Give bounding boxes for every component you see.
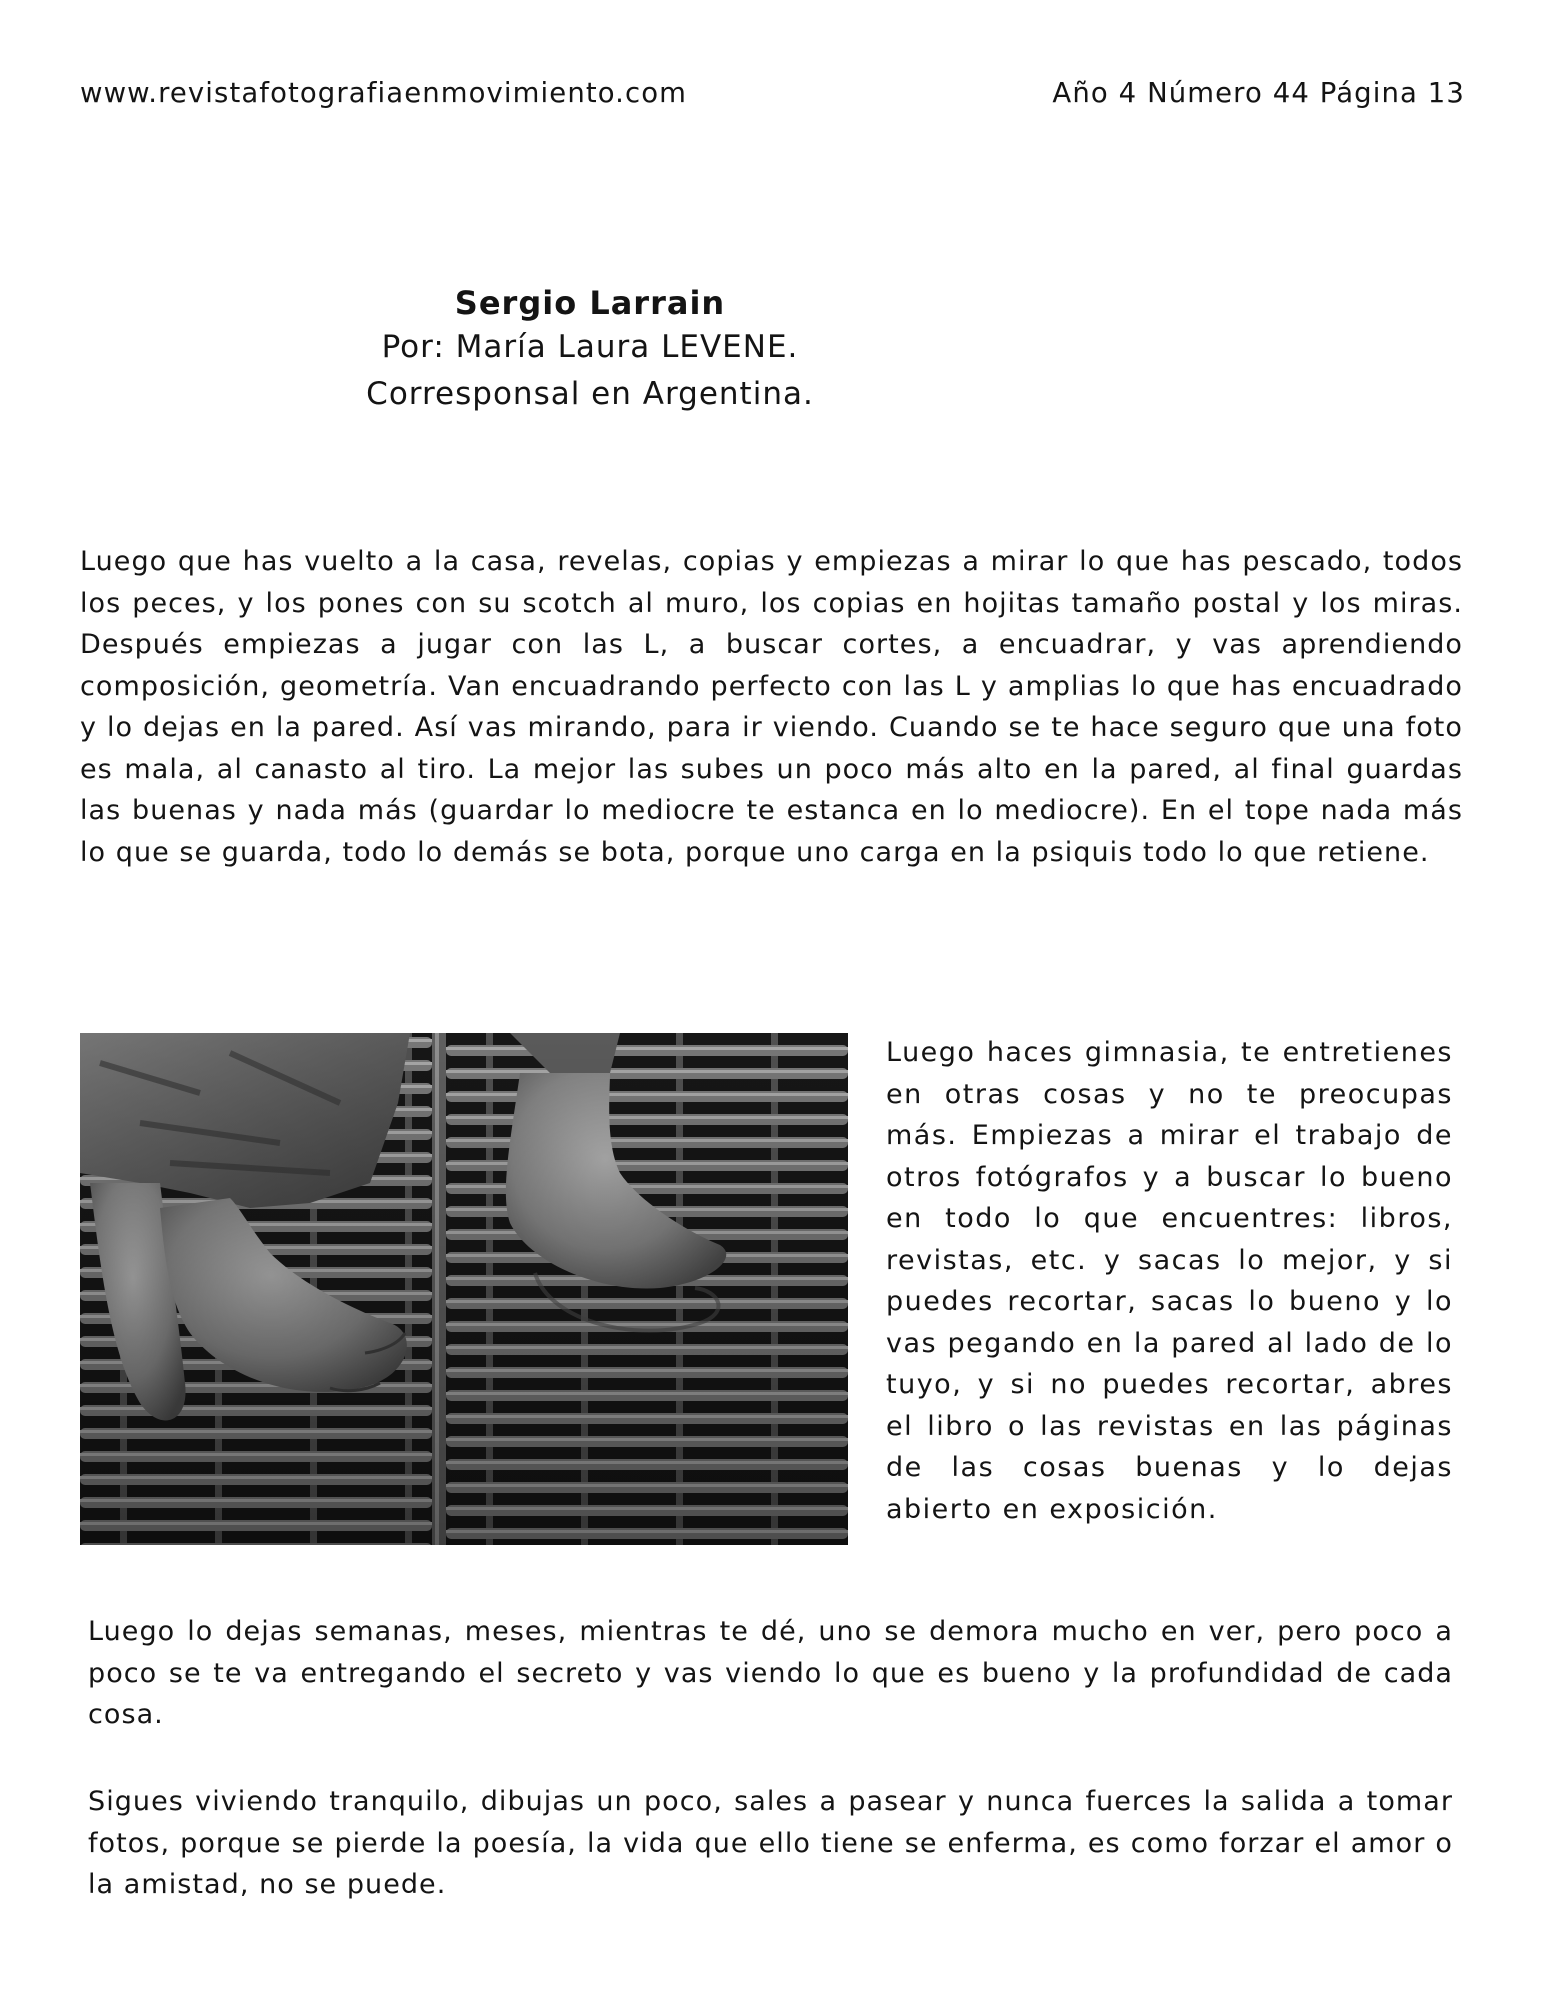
website-url: www.revistafotografiaenmovimiento.com <box>80 77 688 109</box>
article-title-block <box>300 282 880 418</box>
article-byline: Por: María Laura LEVENE. <box>381 329 799 365</box>
paragraph-1: Luego que has vuelto a la casa, revelas, copias y empiezas a mirar lo que has pescado, todos los peces, y los pones con su scotch al muro, los copias en hojitas tamaño postal y los miras. Después empiezas a jugar con las L, a buscar cortes, a encuadrar, y vas aprendiendo composición, geometría. Van encuadrando perfecto con las L y amplias lo que has encuadrado y lo dejas en la pared. Así vas mirando, para ir viendo. Cuando se te hace seguro que una foto es mala, al canasto al tiro. La mejor las subes un poco más alto en la pared, al final guardas las buenas y nada más (guardar lo mediocre te estanca en lo mediocre). En el tope nada más lo que se guarda, todo lo demás se bota, porque uno carga en la psiquis todo lo que retiene. <box>80 546 1463 868</box>
article-role: Corresponsal en Argentina. <box>366 376 814 412</box>
article-title: Sergio Larrain <box>454 284 726 322</box>
paragraph-3: Luego lo dejas semanas, meses, mientras te dé, uno se demora mucho en ver, pero poco a poco se te va entregando el secreto y vas viendo lo que es bueno y la profundidad de cada cosa. <box>88 1616 1453 1730</box>
feet-on-grate-image <box>80 1033 848 1545</box>
paragraph-4: Sigues viviendo tranquilo, dibujas un poco, sales a pasear y nunca fuerces la salida a tomar fotos, porque se pierde la poesía, la vida que ello tiene se enferma, es como forzar el amor o la amistad, no se puede. <box>88 1786 1453 1900</box>
paragraph-2: Luego haces gimnasia, te entretienes en otras cosas y no te preocupas más. Empiezas a mirar el trabajo de otros fotógrafos y a buscar lo bueno en todo lo que encuentres: libros, revistas, etc. y sacas lo mejor, y si puedes recortar, sacas lo bueno y lo vas pegando en la pared al lado de lo tuyo, y si no puedes recortar, abres el libro o las revistas en las páginas de las cosas buenas y lo dejas abierto en exposición. <box>886 1037 1453 1525</box>
article-photo <box>80 1033 848 1545</box>
issue-page-info: Año 4 Número 44 Página 13 <box>1052 77 1465 109</box>
